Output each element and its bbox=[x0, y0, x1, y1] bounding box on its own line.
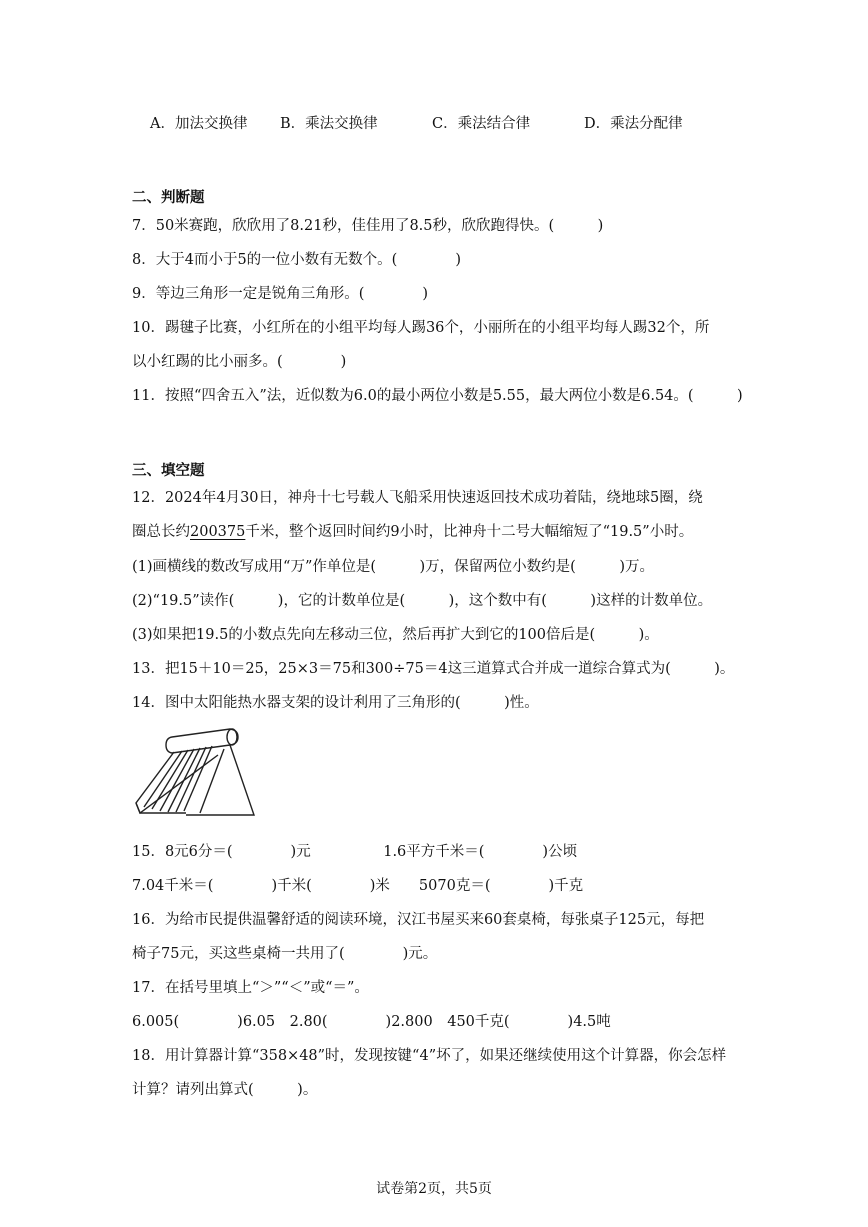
question-7: 7．50米赛跑，欣欣用了8.21秒，佳佳用了8.5秒，欣欣跑得快。( ) bbox=[132, 218, 604, 234]
question-12-part-1: (1)画横线的数改写成用“万”作单位是( )万，保留两位小数约是( )万。 bbox=[132, 559, 654, 575]
option-c: C．乘法结合律 bbox=[432, 116, 531, 132]
page-footer: 试卷第2页，共5页 bbox=[376, 1181, 492, 1197]
question-12-line-1: 12．2024年4月30日，神舟十七号载人飞船采用快速返回技术成功着陆，绕地球5圈，绕 bbox=[132, 490, 703, 506]
question-8: 8．大于4而小于5的一位小数有无数个。( ) bbox=[132, 252, 461, 268]
question-16-line-1: 16．为给市民提供温馨舒适的阅读环境，汉江书屋买来60套桌椅，每张桌子125元，每把 bbox=[132, 912, 705, 928]
question-14: 14．图中太阳能热水器支架的设计利用了三角形的( )性。 bbox=[132, 695, 539, 711]
question-15-line-1: 15．8元6分＝( )元 1.6平方千米＝( )公顷 bbox=[132, 844, 578, 860]
question-10-line-2: 以小红踢的比小丽多。( ) bbox=[132, 354, 347, 370]
question-18-line-2: 计算？请列出算式( )。 bbox=[132, 1082, 318, 1098]
question-12-part-3: (3)如果把19.5的小数点先向左移动三位，然后再扩大到它的100倍后是( )。 bbox=[132, 627, 659, 643]
question-18-line-1: 18．用计算器计算“358×48”时，发现按键“4”坏了，如果还继续使用这个计算器，你会怎样 bbox=[132, 1048, 727, 1064]
option-b: B．乘法交换律 bbox=[280, 116, 378, 132]
option-d: D．乘法分配律 bbox=[584, 116, 683, 132]
section-heading-fill-in: 三、填空题 bbox=[132, 463, 205, 479]
section-heading-judgement: 二、判断题 bbox=[132, 190, 205, 206]
solar-heater-figure bbox=[130, 725, 260, 825]
question-12-line-2: 圈总长约200375千米，整个返回时间约9小时，比神舟十二号大幅缩短了“19.5”小时。 bbox=[132, 524, 694, 540]
question-15-line-2: 7.04千米＝( )千米( )米 5070克＝( )千克 bbox=[132, 878, 584, 894]
question-12-part-2: (2)“19.5”读作( )，它的计数单位是( )，这个数中有( )这样的计数单位。 bbox=[132, 593, 713, 609]
question-17-items: 6.005( )6.05 2.80( )2.800 450千克( )4.5吨 bbox=[132, 1014, 611, 1030]
underlined-number: 200375 bbox=[190, 524, 246, 540]
question-10-line-1: 10．踢毽子比赛，小红所在的小组平均每人踢36个，小丽所在的小组平均每人踢32个，所 bbox=[132, 320, 710, 336]
question-13: 13．把15＋10＝25，25×3＝75和300÷75＝4这三道算式合并成一道综合算式为( )。 bbox=[132, 661, 735, 677]
question-17: 17．在括号里填上“＞”“＜”或“＝”。 bbox=[132, 980, 369, 996]
question-16-line-2: 椅子75元，买这些桌椅一共用了( )元。 bbox=[132, 946, 438, 962]
question-9: 9．等边三角形一定是锐角三角形。( ) bbox=[132, 286, 429, 302]
question-11: 11．按照“四舍五入”法，近似数为6.0的最小两位小数是5.55，最大两位小数是6.54。( ) bbox=[132, 388, 743, 404]
option-a: A．加法交换律 bbox=[150, 116, 248, 132]
